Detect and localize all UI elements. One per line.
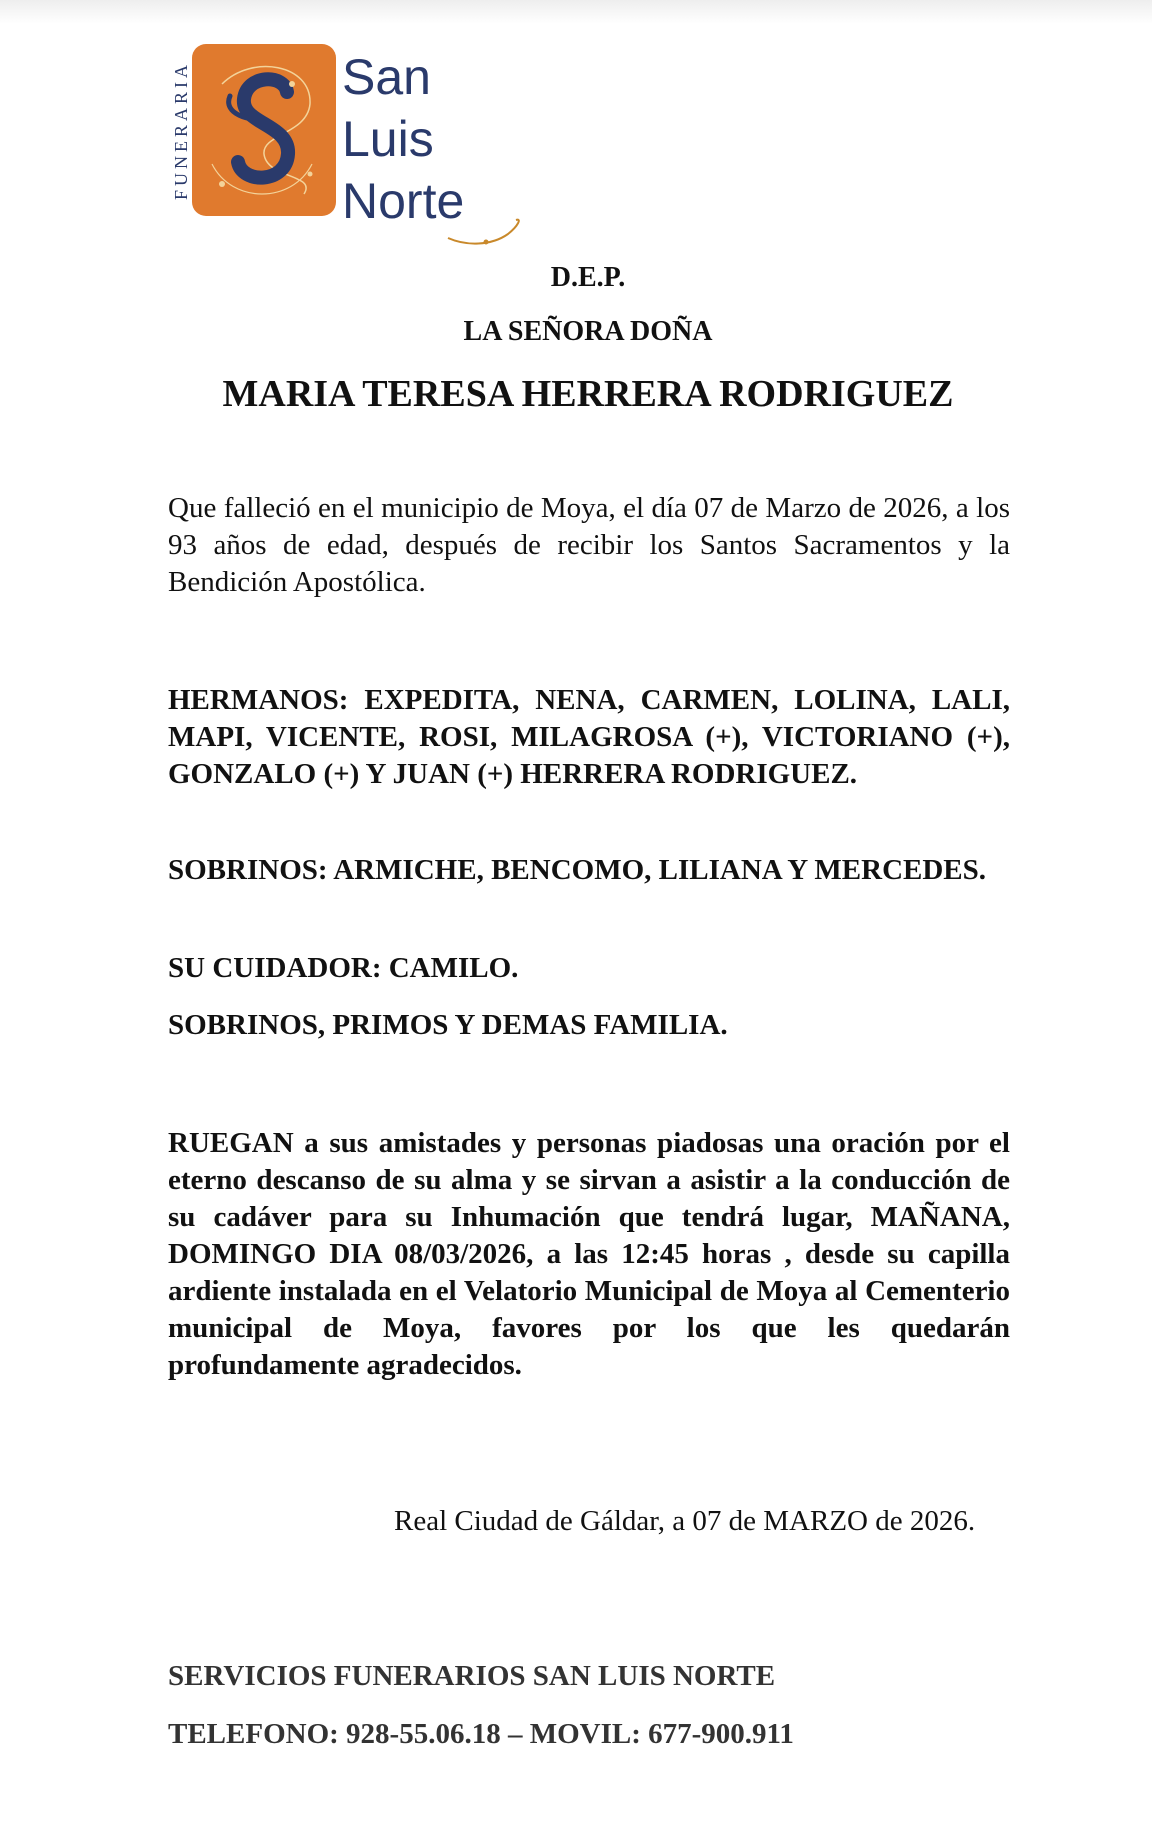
nephews-list: SOBRINOS: ARMICHE, BENCOMO, LILIANA Y MERCEDES. (168, 854, 987, 886)
dep-heading: D.E.P. (550, 262, 626, 293)
contact-phones: TELEFONO: 928-55.06.18 – MOVIL: 677-900.911 (168, 1718, 794, 1750)
logo-line-1: San (342, 49, 431, 105)
honorific: LA SEÑORA DOÑA (463, 316, 713, 347)
logo-swash-icon (446, 216, 526, 250)
deceased-name: MARIA TERESA HERRERA RODRIGUEZ (222, 373, 954, 415)
logo-emblem (192, 44, 336, 216)
caregiver: SU CUIDADOR: CAMILO. (168, 952, 519, 984)
logo-line-3: Norte (342, 173, 465, 229)
funeraria-logo (166, 44, 506, 240)
place-and-date: Real Ciudad de Gáldar, a 07 de MARZO de 2026. (394, 1505, 976, 1537)
logo-wordmark (342, 46, 512, 232)
s-monogram-icon (192, 44, 336, 216)
logo-vertical-label: FUNERARIA (170, 60, 191, 200)
other-family: SOBRINOS, PRIMOS Y DEMAS FAMILIA. (168, 1009, 728, 1041)
top-shadow (0, 0, 1152, 24)
death-notice-text: Que falleció en el municipio de Moya, el día 07 de Marzo de 2026, a los 93 años de edad, después de recibir los Santos Sacramentos y la Bendición Apostólica. (168, 492, 1010, 598)
funeral-request: RUEGAN a sus amistades y personas piadosas una oración por el eterno descanso de su alma y se sirvan a asistir a la conducción de su cadáver para su Inhumación que tendrá lugar, MAÑANA, DOMINGO DIA 08/03/2026, a las 12:45 horas , desde su capilla ardiente instalada en el Velatorio Municipal de Moya al Cementerio municipal de Moya, favores por los que les quedarán profundamente agradecidos. (168, 1127, 1010, 1381)
logo-line-2: Luis (342, 111, 434, 167)
company-name: SERVICIOS FUNERARIOS SAN LUIS NORTE (168, 1660, 776, 1692)
siblings-list: HERMANOS: EXPEDITA, NENA, CARMEN, LOLINA, LALI, MAPI, VICENTE, ROSI, MILAGROSA (+), VICTORIANO (+), GONZALO (+) Y JUAN (+) HERRERA RODRIGUEZ. (168, 684, 1010, 790)
